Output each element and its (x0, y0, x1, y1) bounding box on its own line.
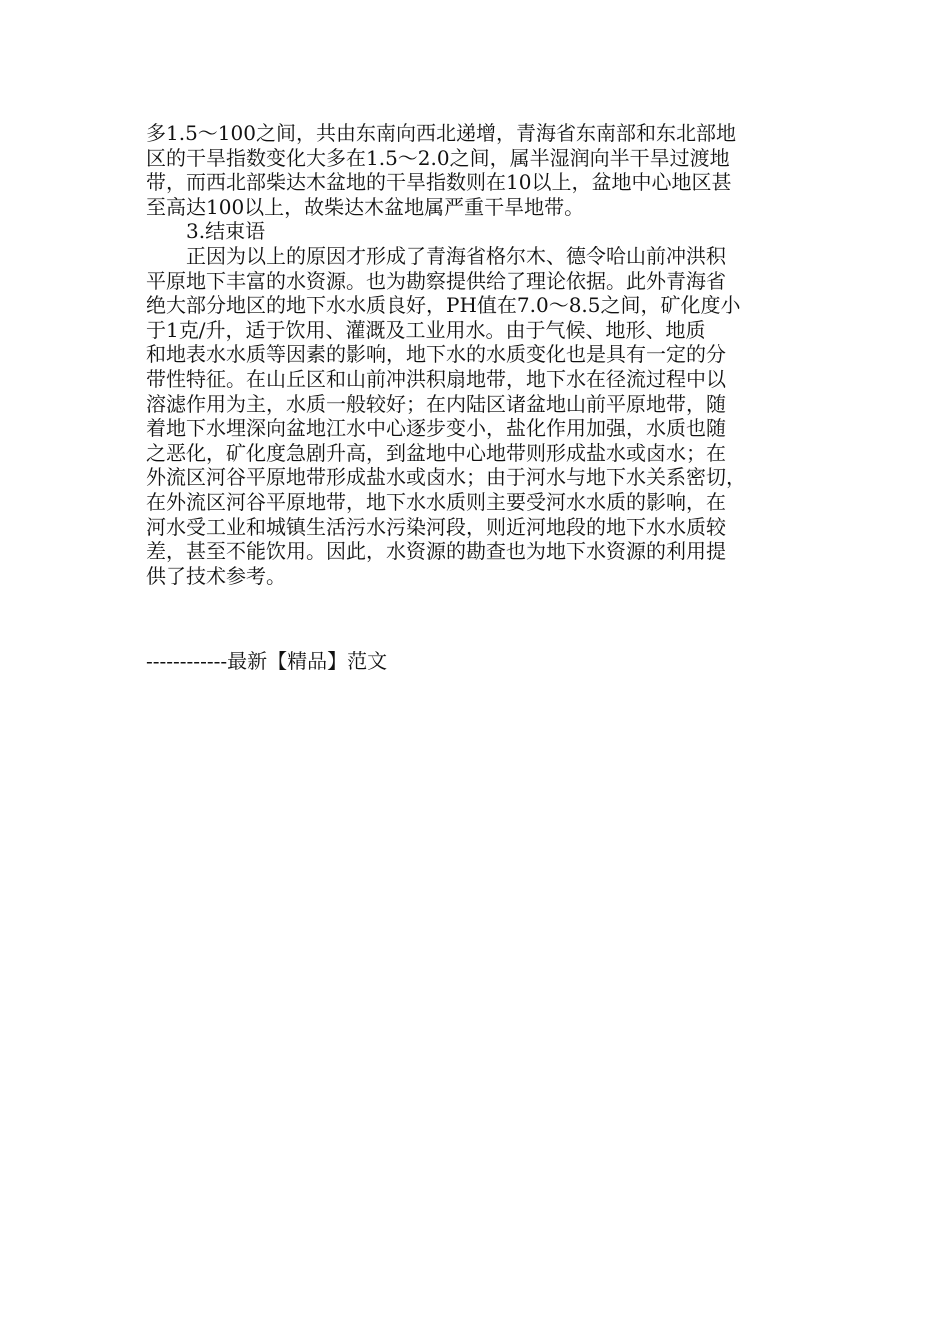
paragraph-line: 平原地下丰富的水资源。也为勘察提供给了理论依据。此外青海省 (146, 268, 726, 293)
footer-text: ------------最新【精品】范文 (146, 649, 388, 673)
paragraph-line: 差，甚至不能饮用。因此，水资源的勘查也为地下水资源的利用提 (146, 539, 726, 564)
document-body (146, 121, 806, 588)
paragraph-line: 正因为以上的原因才形成了青海省格尔木、德令哈山前冲洪积 (186, 243, 726, 268)
paragraph-line: 河水受工业和城镇生活污水污染河段，则近河地段的地下水水质较 (146, 514, 726, 539)
paragraph-line: 至高达100以上，故柴达木盆地属严重干旱地带。 (146, 194, 585, 219)
paragraph-line: 绝大部分地区的地下水水质良好，PH值在7.0～8.5之间，矿化度小 (146, 293, 741, 318)
paragraph-line: 着地下水埋深向盆地江水中心逐步变小，盐化作用加强，水质也随 (146, 416, 726, 441)
paragraph-line: 和地表水水质等因素的影响，地下水的水质变化也是具有一定的分 (146, 342, 726, 367)
paragraph-line: 之恶化，矿化度急剧升高，到盆地中心地带则形成盐水或卤水；在 (146, 440, 726, 465)
paragraph-line: 溶滤作用为主，水质一般较好；在内陆区诸盆地山前平原地带，随 (146, 391, 726, 416)
paragraph-line: 外流区河谷平原地带形成盐水或卤水；由于河水与地下水关系密切， (146, 465, 746, 490)
paragraph-line: 供了技术参考。 (146, 563, 286, 588)
paragraph-line: 带，而西北部柴达木盆地的干旱指数则在10以上，盆地中心地区甚 (146, 170, 732, 195)
paragraph-line: 带性特征。在山丘区和山前冲洪积扇地带，地下水在径流过程中以 (146, 366, 726, 391)
section-heading: 3.结束语 (186, 219, 266, 244)
paragraph-line: 于1克/升，适于饮用、灌溉及工业用水。由于气候、地形、地质 (146, 317, 706, 342)
paragraph-line: 区的干旱指数变化大多在1.5～2.0之间，属半湿润向半干旱过渡地 (146, 145, 730, 170)
paragraph-line: 多1.5～100之间，共由东南向西北递增，青海省东南部和东北部地 (146, 121, 736, 145)
paragraph-line: 在外流区河谷平原地带，地下水水质则主要受河水水质的影响，在 (146, 489, 726, 514)
